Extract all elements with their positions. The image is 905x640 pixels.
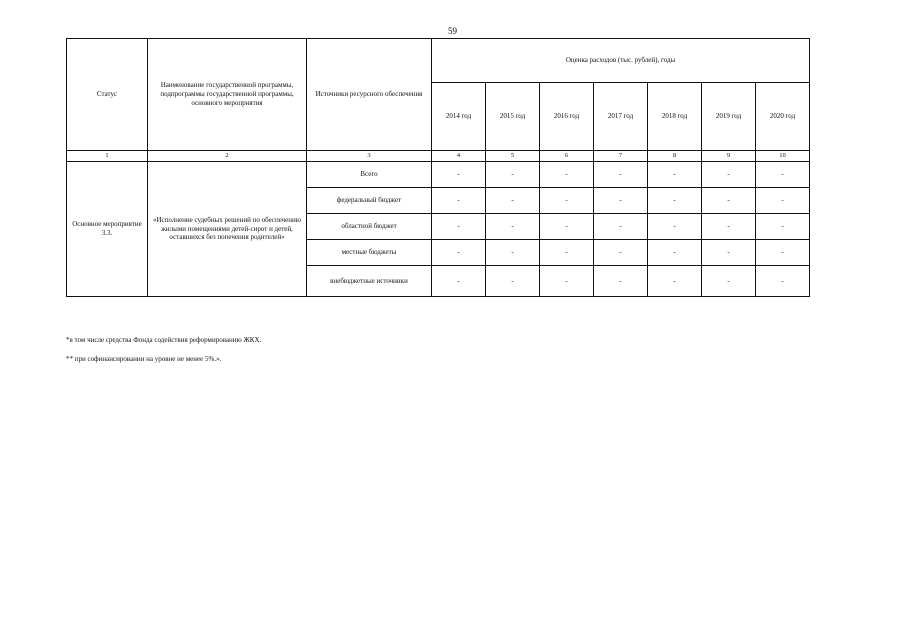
budget-table [66,38,810,297]
source-label: областной бюджет [307,214,432,240]
value-cell: - [540,214,594,240]
column-number: 7 [594,151,648,162]
value-cell: - [594,188,648,214]
value-cell: - [756,162,810,188]
header-year: 2017 год [594,83,648,151]
source-label: федеральный бюджет [307,188,432,214]
column-number-row [67,151,810,162]
value-cell: - [702,214,756,240]
value-cell: - [648,162,702,188]
value-cell: - [540,240,594,266]
value-cell: - [594,214,648,240]
footnote-1: *в том числе средства Фонда содействия реформированию ЖКХ. [66,336,262,344]
value-cell: - [648,188,702,214]
column-number: 6 [540,151,594,162]
value-cell: - [486,162,540,188]
value-cell: - [648,240,702,266]
value-cell: - [756,266,810,297]
value-cell: - [648,266,702,297]
value-cell: - [540,162,594,188]
header-year: 2014 год [432,83,486,151]
column-number: 3 [307,151,432,162]
header-year: 2016 год [540,83,594,151]
value-cell: - [702,162,756,188]
value-cell: - [432,162,486,188]
table-row [67,162,810,188]
value-cell: - [756,214,810,240]
value-cell: - [756,240,810,266]
value-cell: - [486,240,540,266]
value-cell: - [756,188,810,214]
value-cell: - [702,188,756,214]
column-number: 8 [648,151,702,162]
value-cell: - [540,266,594,297]
source-label: местные бюджеты [307,240,432,266]
page-number: 59 [448,26,457,36]
value-cell: - [594,266,648,297]
header-sources: Источники ресурсного обеспечения [307,39,432,151]
source-label: внебюджетные источники [307,266,432,297]
value-cell: - [486,266,540,297]
column-number: 4 [432,151,486,162]
value-cell: - [432,240,486,266]
header-name: Наименование государственной программы, подпрограммы государственной программы, основного мероприятия [148,39,307,151]
block-name: «Исполнение судебных решений по обеспечению жилыми помещениями детей-сирот и детей, оставшихся без попечения родителей» [148,162,307,297]
header-year: 2019 год [702,83,756,151]
value-cell: - [594,240,648,266]
header-status: Статус [67,39,148,151]
value-cell: - [432,266,486,297]
header-year: 2015 год [486,83,540,151]
column-number: 2 [148,151,307,162]
header-year: 2020 год [756,83,810,151]
block-status: Основное мероприятие 3.3. [67,162,148,297]
value-cell: - [432,188,486,214]
column-number: 5 [486,151,540,162]
value-cell: - [486,188,540,214]
value-cell: - [648,214,702,240]
value-cell: - [432,214,486,240]
value-cell: - [486,214,540,240]
value-cell: - [540,188,594,214]
column-number: 1 [67,151,148,162]
source-label: Всего [307,162,432,188]
column-number: 9 [702,151,756,162]
value-cell: - [702,240,756,266]
footnote-2: ** при софинансировании на уровне не менее 5%.». [66,355,222,363]
value-cell: - [594,162,648,188]
column-number: 10 [756,151,810,162]
header-expenses: Оценка расходов (тыс. рублей), годы [432,39,810,83]
value-cell: - [702,266,756,297]
header-year: 2018 год [648,83,702,151]
